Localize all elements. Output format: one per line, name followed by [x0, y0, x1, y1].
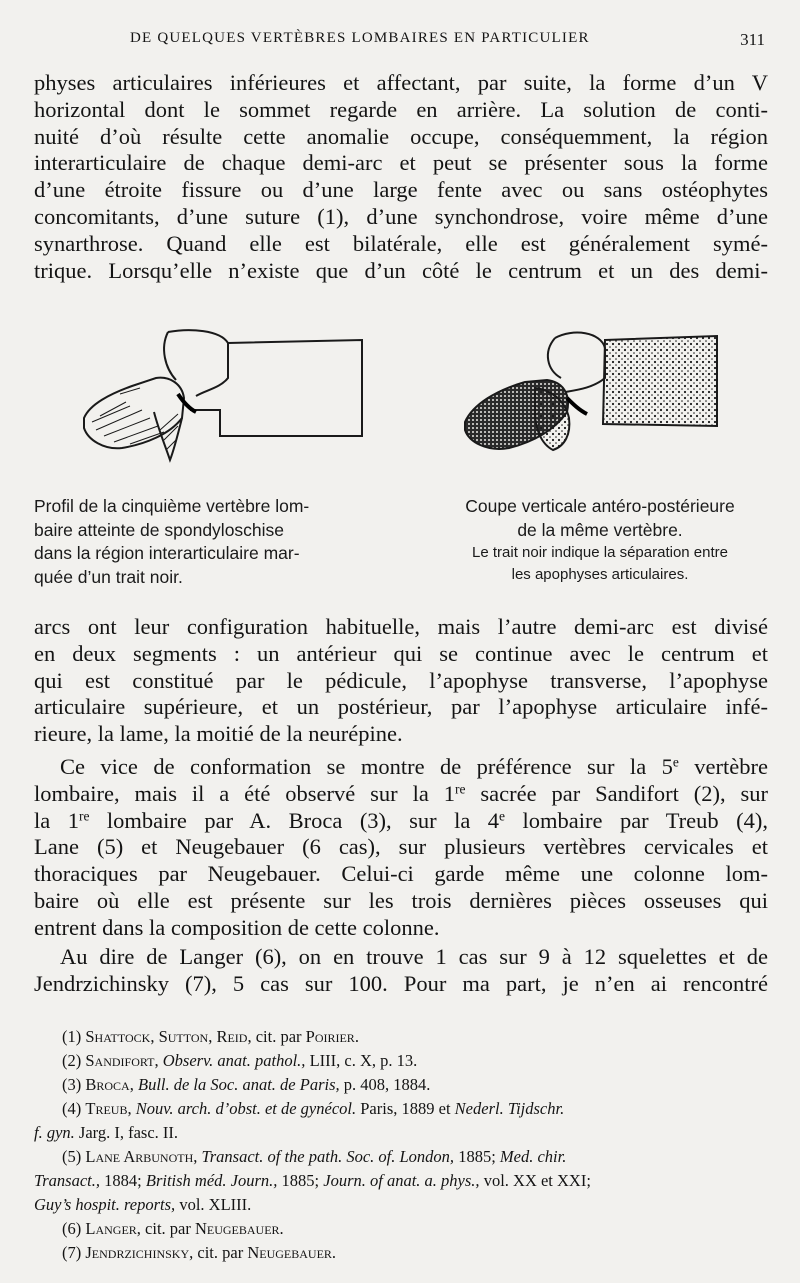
footnote-source: f. gyn.: [34, 1123, 75, 1142]
left-figure-caption: [34, 495, 374, 589]
superscript: e: [499, 808, 506, 824]
footnote-number: (7): [62, 1243, 82, 1262]
paragraph-4: [34, 944, 768, 998]
footnote-number: (6): [62, 1219, 82, 1238]
text-line: baire où elle est présente sur les trois dernières pièces osseuses qui: [34, 887, 768, 913]
text-line: arcs ont leur configuration habituelle, mais l’autre demi-arc est divisé: [34, 614, 768, 639]
caption-note-line: Le trait noir indique la séparation entre: [472, 544, 728, 561]
text-line: [34, 754, 768, 781]
footnote-number: (5): [62, 1147, 82, 1166]
caption-line: quée d’un trait noir.: [34, 566, 183, 587]
superscript: re: [78, 808, 90, 824]
text-line: concomitants, d’une suture (1), d’une synchondrose, voire même d’une: [34, 203, 768, 229]
text-line: d’une étroite fissure ou d’une large fente avec ou sans ostéophytes: [34, 177, 768, 203]
footnote-author: Langer,: [85, 1219, 141, 1238]
caption-line: dans la région interarticulaire mar-: [34, 543, 300, 563]
footnote-text: Paris, 1889 et: [356, 1099, 455, 1118]
footnote-text: cit. par: [251, 1027, 306, 1046]
footnotes: [34, 1025, 772, 1265]
caption-line: Coupe verticale antéro-postérieure: [465, 496, 735, 516]
footnote-text: vol. XX et XXI;: [479, 1171, 591, 1190]
footnote-text: p. 408, 1884.: [339, 1075, 431, 1094]
footnote-number: (3): [62, 1075, 82, 1094]
footnote-author: Neugebauer.: [247, 1243, 337, 1262]
text-line: horizontal dont le sommet regarde en arrière. La solution de conti-: [34, 96, 768, 122]
text-line: interarticulaire de chaque demi-arc et peut se présenter sous la forme: [34, 150, 768, 176]
text-line: thoraciques par Neugebauer. Celui-ci garde même une colonne lom-: [34, 861, 768, 887]
text-run: sacrée par Sandifort (2), sur: [465, 780, 768, 806]
text-line: nuité d’où résulte cette anomalie occupe, conséquemment, la région: [34, 123, 768, 149]
footnote-source: British méd. Journ.,: [145, 1171, 278, 1190]
running-head: [35, 30, 765, 54]
footnote-source: Journ. of anat. a. phys.,: [323, 1171, 480, 1190]
footnote-author: Broca,: [85, 1075, 134, 1094]
text-line: en deux segments : un antérieur qui se continue avec le centrum et: [34, 640, 768, 666]
footnote-author: Poirier.: [305, 1027, 359, 1046]
footnote-author: Treub,: [85, 1099, 132, 1118]
vertebra-profile-illustration: [70, 318, 380, 478]
footnote-source: Transact.,: [34, 1171, 101, 1190]
caption-line: Profil de la cinquième vertèbre lom-: [34, 496, 310, 516]
caption-line: baire atteinte de spondyloschise: [34, 519, 285, 540]
text-run: lombaire par Treub (4),: [505, 807, 768, 833]
vertebra-section-illustration: [455, 318, 735, 478]
text-line: articulaire supérieure, et un postérieur, par l’apophyse articulaire infé-: [34, 694, 768, 720]
footnote-author: Sandifort,: [85, 1051, 159, 1070]
footnote-text: 1885;: [454, 1147, 500, 1166]
text-line: trique. Lorsqu’elle n’existe que d’un côté le centrum et un des demi-: [34, 257, 768, 283]
right-figure-caption: [430, 495, 770, 586]
footnote-text: Jarg. I, fasc. II.: [74, 1123, 179, 1142]
text-run: vertèbre: [678, 754, 768, 779]
text-line: synarthrose. Quand elle est bilatérale, elle est généralement symé-: [34, 230, 768, 256]
footnote-source: Nederl. Tijdschr.: [454, 1099, 565, 1118]
footnote-text: LIII, c. X, p. 13.: [305, 1051, 418, 1070]
footnote-source: Observ. anat. pathol.,: [158, 1051, 306, 1070]
footnote-source: Med. chir.: [499, 1147, 567, 1166]
running-title: DE QUELQUES VERTÈBRES LOMBAIRES EN PARTICULIER: [130, 30, 590, 46]
footnote-text: vol. XLIII.: [175, 1195, 252, 1214]
text-line: physes articulaires inférieures et affectant, par suite, la forme d’un V: [34, 70, 768, 95]
text-line: Jendrzichinsky (7), 5 cas sur 100. Pour ma part, je n’en ai rencontré: [34, 970, 768, 996]
superscript: e: [672, 754, 679, 770]
footnote-4-continued: [34, 1121, 772, 1145]
footnote-source: Nouv. arch. d’obst. et de gynécol.: [131, 1099, 357, 1118]
caption-note-line: les apophyses articulaires.: [511, 566, 689, 583]
footnote-number: (1): [62, 1027, 82, 1046]
footnote-5: [62, 1145, 772, 1169]
text-line: Au dire de Langer (6), on en trouve 1 cas sur 9 à 12 squelettes et de: [60, 944, 768, 969]
footnote-source: Transact. of the path. Soc. of. London,: [197, 1147, 455, 1166]
footnote-author: Jendrzichinsky,: [85, 1243, 194, 1262]
footnote-source: Guy’s hospit. reports,: [34, 1195, 176, 1214]
caption-line: de la même vertèbre.: [517, 519, 683, 540]
text-line: entrent dans la composition de cette colonne.: [34, 914, 440, 940]
footnote-7: [62, 1241, 772, 1265]
footnote-text: 1884;: [100, 1171, 146, 1190]
paragraph-2: [34, 614, 768, 748]
footnote-2: [62, 1049, 772, 1073]
text-line: [34, 781, 768, 808]
paragraph-3: [34, 754, 768, 942]
text-line: [34, 808, 768, 835]
footnote-6: [62, 1217, 772, 1241]
footnote-1: [62, 1025, 772, 1049]
footnote-4: [62, 1097, 772, 1121]
footnote-5-continued: [34, 1169, 772, 1193]
footnote-number: (2): [62, 1051, 82, 1070]
text-run: la 1: [34, 807, 79, 833]
paragraph-1: [34, 70, 768, 284]
footnote-text: cit. par: [140, 1219, 195, 1238]
footnote-text: 1885;: [277, 1171, 324, 1190]
footnote-author: Neugebauer.: [194, 1219, 284, 1238]
text-line: Lane (5) et Neugebauer (6 cas), sur plusieurs vertèbres cervicales et: [34, 834, 768, 860]
text-run: lombaire, mais il a été observé sur la 1: [34, 780, 455, 806]
text-line: rieure, la lame, la moitié de la neurépine.: [34, 721, 403, 747]
text-line: qui est constitué par le pédicule, l’apophyse transverse, l’apophyse: [34, 667, 768, 693]
footnote-5-continued: [34, 1193, 772, 1217]
footnote-source: Bull. de la Soc. anat. de Paris,: [133, 1075, 340, 1094]
page-number: 311: [740, 30, 765, 49]
superscript: re: [454, 781, 466, 797]
footnote-author: Shattock, Sutton, Reid,: [85, 1027, 252, 1046]
text-run: Ce vice de conformation se montre de préférence sur la 5: [60, 754, 673, 779]
footnote-number: (4): [62, 1099, 82, 1118]
footnote-author: Lane Arbunoth,: [85, 1147, 198, 1166]
footnote-text: cit. par: [193, 1243, 248, 1262]
figures-block: [0, 318, 800, 588]
text-run: lombaire par A. Broca (3), sur la 4: [89, 807, 500, 833]
footnote-3: [62, 1073, 772, 1097]
